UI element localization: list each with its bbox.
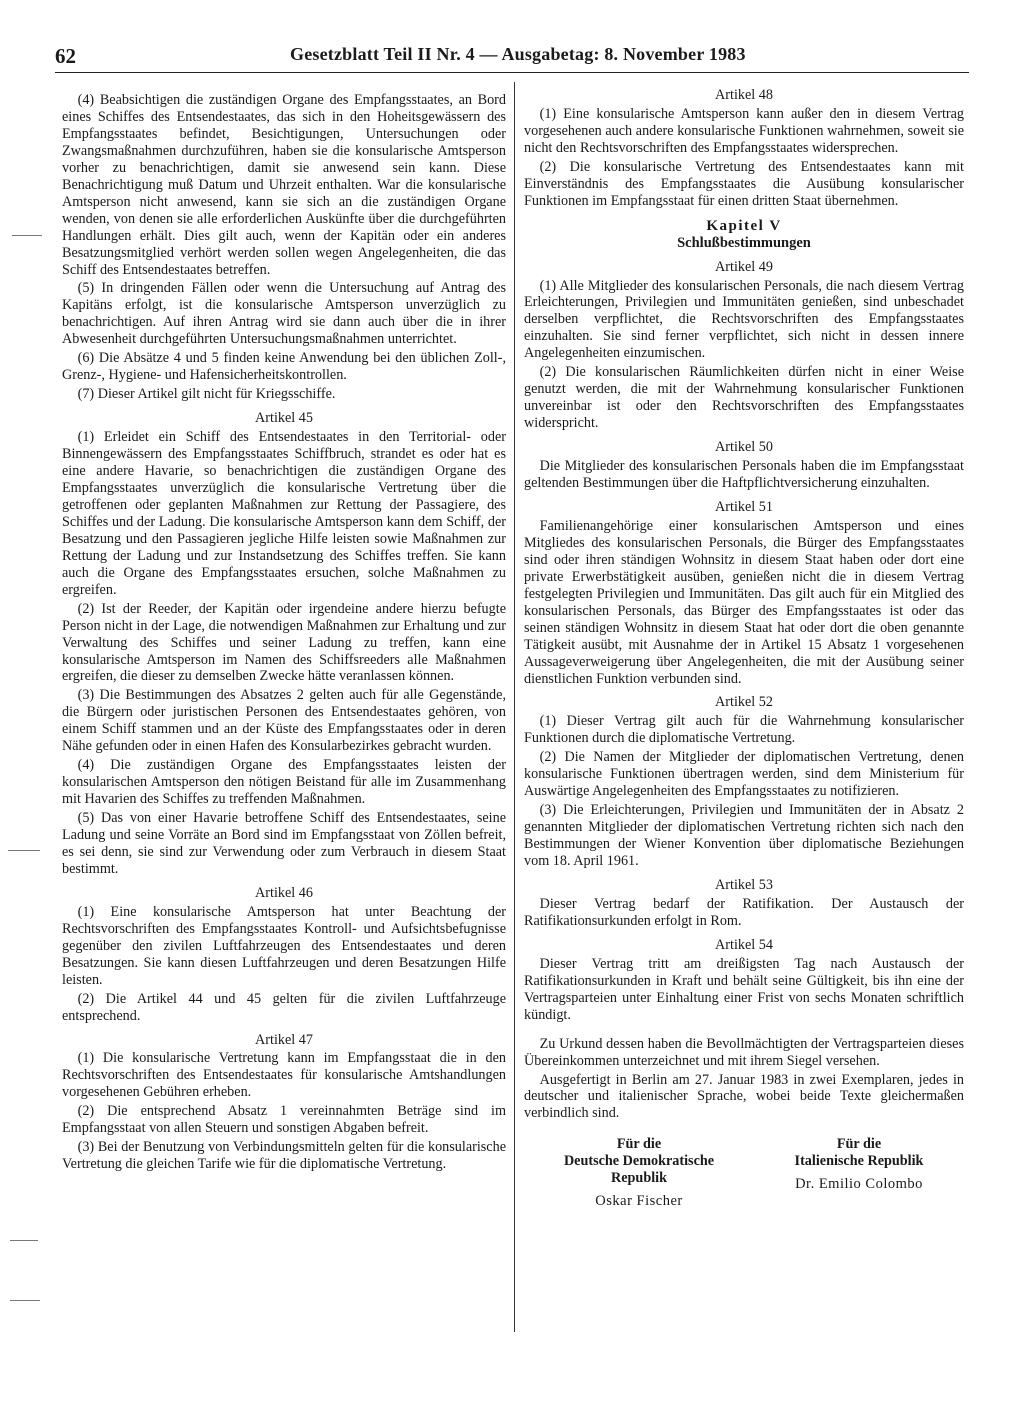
paragraph: (6) Die Absätze 4 und 5 finden keine Anwendung bei den üblichen Zoll-, Grenz-, Hygiene- und Hafensicherheitskontrollen.: [62, 350, 506, 384]
chapter-subheading: Schlußbestimmungen: [677, 234, 811, 251]
witness-clause: Zu Urkund dessen haben die Bevollmächtigten der Vertragsparteien dieses Übereinkommen unterzeichnet und mit ihrem Siegel versehen.: [524, 1035, 964, 1069]
paragraph: (3) Die Bestimmungen des Absatzes 2 gelten auch für alle Gegenstände, die Bürgern oder juristischen Personen des Entsendestaates gehören, von einem Schiff stammen und an der Küste des Empfangsstaates oder in deren Nähe gefunden oder in einen Hafen des Konsularbezirkes gebracht wurden.: [62, 687, 506, 755]
article-heading: Artikel 50: [715, 439, 773, 456]
margin-mark: [10, 1240, 38, 1241]
paragraph: (2) Die konsularische Vertretung des Entsendestaates kann mit Einverständnis des Empfangsstaates die Ausübung konsularischer Funktionen im Empfangsstaat für einen dritten Staat übernehmen.: [524, 158, 964, 209]
signatory-italy-name: Dr. Emilio Colombo: [795, 1176, 923, 1193]
paragraph: Dieser Vertrag bedarf der Ratifikation. Der Austausch der Ratifikationsurkunden erfolgt in Rom.: [524, 895, 964, 929]
signature-gdr-line2: Deutsche Demokratische: [563, 1153, 715, 1170]
right-column: [524, 80, 964, 1210]
paragraph: (1) Die konsularische Vertretung kann im Empfangsstaat die in den Rechtsvorschriften des Entsendestaates für konsularische Amtshandlungen vorgesehenen Gebühren erheben.: [62, 1050, 506, 1101]
article-heading: Artikel 47: [255, 1031, 313, 1048]
left-column: [62, 92, 506, 1175]
paragraph: (2) Die konsularischen Räumlichkeiten dürfen nicht in einer Weise genutzt werden, die mit der Wahrnehmung konsularischer Funktionen unvereinbar ist oder den Rechtsvorschriften des Empfangsstaates widerspricht.: [524, 364, 964, 432]
article-heading: Artikel 53: [715, 876, 773, 893]
paragraph: Dieser Vertrag tritt am dreißigsten Tag nach Austausch der Ratifikationsurkunden in Kraft und behält seine Gültigkeit, bis ihn eine der Vertragsparteien unter Einhaltung einer Frist von sechs Monaten schriftlich kündigt.: [524, 955, 964, 1023]
paragraph: (3) Die Erleichterungen, Privilegien und Immunitäten der in Absatz 2 genannten Mitglieder der diplomatischen Vertretung richten sich nach den Bestimmungen der Wiener Konvention über diplomatische Beziehungen vom 18. April 1961.: [524, 802, 964, 870]
paragraph: (2) Ist der Reeder, der Kapitän oder irgendeine andere hierzu befugte Person nicht in der Lage, die notwendigen Maßnahmen zur Erhaltung und zur Verwaltung des Schiffes und seiner Ladung zu treffen, kann eine konsularische Amtsperson im Namen des Schiffsreeders alle Maßnahmen ergreifen, die dieser zu demselben Zwecke hätte veranlassen können.: [62, 600, 506, 685]
execution-clause: Ausgefertigt in Berlin am 27. Januar 1983 in zwei Exemplaren, jedes in deutscher und italienischer Sprache, wobei beide Texte gleichermaßen verbindlich sind.: [524, 1071, 964, 1122]
article-heading: Artikel 54: [715, 936, 773, 953]
article-heading: Artikel 48: [715, 87, 773, 103]
paragraph: Die Mitglieder des konsularischen Personals haben die im Empfangsstaat geltenden Bestimmungen über die Haftpflichtversicherung einzuhalten.: [524, 458, 964, 492]
paragraph: (2) Die Artikel 44 und 45 gelten für die zivilen Luftfahrzeuge entsprechend.: [62, 990, 506, 1024]
page-number: 62: [55, 44, 76, 68]
signature-gdr-line3: Republik: [611, 1170, 667, 1187]
paragraph: (1) Eine konsularische Amtsperson hat unter Beachtung der Rechtsvorschriften des Empfangsstaates Kontroll- und Aufsichtsbefugnisse gegenüber den zivilen Luftfahrzeugen des Entsendestaates und deren Besatzungen. Sie kann diesen Luftfahrzeugen und deren Besatzungen Hilfe leisten.: [62, 903, 506, 988]
article-heading: Artikel 51: [715, 498, 773, 515]
paragraph: (7) Dieser Artikel gilt nicht für Kriegsschiffe.: [77, 386, 336, 403]
right-column-body: [524, 87, 964, 1024]
signature-italy-line2: Italienische Republik: [794, 1153, 924, 1170]
article-heading: Artikel 45: [255, 410, 313, 427]
paragraph: (5) In dringenden Fällen oder wenn die Untersuchung auf Antrag des Kapitäns erfolgt, ist die konsularische Amtsperson unverzüglich zu benachrichtigen. Auf ihren Antrag wird sie dann auch über die in ihrer Abwesenheit durchgeführten Untersuchungsmaßnahmen unterrichtet.: [62, 280, 506, 348]
paragraph: (5) Das von einer Havarie betroffene Schiff des Entsendestaates, seine Ladung und seine Vorräte an Bord sind im Empfangsstaat von Zöllen befreit, es sei denn, sie sind zur Verwendung oder zum Verbrauch in diesem Staat bestimmt.: [62, 810, 506, 877]
paragraph: (1) Erleidet ein Schiff des Entsendestaates in den Territorial- oder Binnengewässern des Empfangsstaates Schiffbruch, strandet es oder hat es eine andere Havarie, so benachrichtigen die zuständigen Organe des Empfangsstaates unverzüglich die konsularische Vertretung über die getroffenen oder geplanten Maßnahmen zur Rettung der Passagiere, des Schiffes und der Ladung. Die konsularische Amtsperson kann dem Schiff, der Besatzung und den Passagieren jegliche Hilfe leisten sowie Maßnahmen zur Rettung der Ladung und zur Instandsetzung des Schiffes treffen. Sie kann auch die Organe des Empfangsstaates ersuchen, solche Maßnahmen zu ergreifen.: [62, 429, 506, 598]
chapter-heading: Kapitel V: [706, 217, 782, 234]
article-heading: Artikel 49: [715, 258, 773, 275]
paragraph: (1) Alle Mitglieder des konsularischen Personals, die nach diesem Vertrag Erleichterungen, Privilegien und Immunitäten genießen, sind unbeschadet derselben verpflichtet, die Rechtsvorschriften des Empfangsstaates einzuhalten. Sie sind ferner verpflichtet, sich nicht in dessen innere Angelegenheiten einzumischen.: [524, 277, 964, 362]
margin-mark: [10, 1300, 40, 1301]
paragraph: (1) Dieser Vertrag gilt auch für die Wahrnehmung konsularischer Funktionen durch die diplomatische Vertretung.: [524, 713, 964, 747]
signature-italy: [764, 1136, 954, 1210]
article-heading: Artikel 52: [715, 694, 773, 711]
article-heading: Artikel 46: [255, 884, 313, 901]
paragraph: (2) Die Namen der Mitglieder der diplomatischen Vertretung, denen konsularische Funktionen übertragen werden, sind dem Ministerium für Auswärtige Angelegenheiten des Empfangsstaates zu notifizieren.: [524, 749, 964, 800]
page-header: [55, 40, 969, 73]
paragraph: Familienangehörige einer konsularischen Amtsperson und eines Mitgliedes des konsularischen Personals, die Bürger des Empfangsstaates sind oder ihren ständigen Wohnsitz in diesem Staat haben oder dort eine private Erwerbstätigkeit ausüben, genießen nicht die in diesem Vertrag festgelegten Privilegien und Immunitäten. Das gilt auch für ein Mitglied des konsularischen Personals, das Bürger des Empfangsstaates ist oder das seinen ständigen Wohnsitz in diesem Staat hat oder dort die oben genannte Tätigkeit ausübt, mit Ausnahme der in Artikel 15 Absatz 1 vorgesehenen Aussageverweigerung über Angelegenheiten, die mit der Ausübung seiner dienstlichen Funktion verbunden sind.: [524, 517, 964, 687]
signature-gdr: [544, 1136, 734, 1210]
margin-mark: [12, 235, 42, 236]
closing-section: [524, 1036, 964, 1123]
paragraph: (3) Bei der Benutzung von Verbindungsmitteln gelten für die konsularische Vertretung die gleichen Tarife wie für die diplomatische Vertretung.: [62, 1139, 506, 1173]
signature-gdr-line1: Für die: [616, 1136, 662, 1153]
margin-mark: [8, 850, 40, 851]
paragraph: (4) Beabsichtigen die zuständigen Organe des Empfangsstaates, an Bord eines Schiffes des Entsendestaates, das sich in den Hoheitsgewässern des Empfangsstaates befindet, Besichtigungen, Untersuchungen oder Zwangsmaßnahmen durchzuführen, haben sie die konsularische Amtsperson vorher zu benachrichtigen, damit sie anwesend sein kann. Diese Benachrichtigung muß Datum und Uhrzeit enthalten. War die konsularische Amtsperson nicht anwesend, kann sie sich an die zuständigen Organe wenden, von denen sie alle erforderlichen Auskünfte über die durchgeführten Handlungen erhält. Dies gilt auch, wenn der Kapitän oder ein anderes Besatzungsmitglied verhört werden sollen wegen Angelegenheiten, die das Schiff des Entsendestaates betreffen.: [62, 92, 506, 278]
column-divider: [514, 82, 515, 1332]
paragraph: (4) Die zuständigen Organe des Empfangsstaates leisten der konsularischen Amtsperson den nötigen Beistand für alle im Zusammenhang mit Havarien des Schiffes zu treffenden Maßnahmen.: [62, 757, 506, 808]
signatory-gdr-name: Oskar Fischer: [595, 1193, 683, 1210]
signature-italy-line1: Für die: [836, 1136, 882, 1153]
signature-block: [524, 1136, 964, 1210]
paragraph: (2) Die entsprechend Absatz 1 vereinnahmten Beträge sind im Empfangsstaat von allen Steuern und sonstigen Abgaben befreit.: [62, 1103, 506, 1137]
paragraph: (1) Eine konsularische Amtsperson kann außer den in diesem Vertrag vorgesehenen auch andere konsularische Funktionen wahrnehmen, soweit sie nicht den Rechtsvorschriften des Empfangsstaates widersprechen.: [524, 105, 964, 156]
page-title: Gesetzblatt Teil II Nr. 4 — Ausgabetag: 8. November 1983: [290, 44, 746, 64]
